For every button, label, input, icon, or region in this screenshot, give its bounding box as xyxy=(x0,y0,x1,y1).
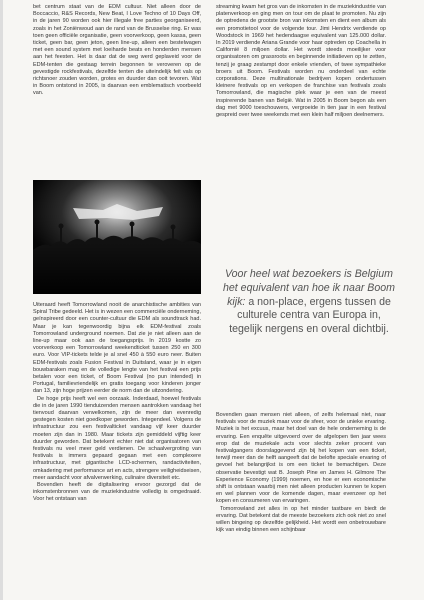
crowd-photo-image xyxy=(33,180,201,294)
paragraph: streaming kwam het gros van de inkomsten in de muziekindustrie van platenverkoop en ging men on tour om de plaat te promoten. Nu zijn de optredens de grootste bron van inkomsten en dient een album als een promotietool voor de volgende tour. Jimi Hendrix verdiende op Woodstock in 1969 het hedendaagse equivalent van 125.000 dollar. In 2019 verdiende Ariana Grande voor haar optreden op Coachella in Californië 8 miljoen dollar. Het wordt steeds moeilijker voor organisatoren om grassroots en beginnende initiatieven op te zetten, tenzij je graag zestampt door enkele vrienden, of twee sympathieke broers uit Boom. Festivals worden nu onderdeel van echte corporations. Deze multinationale bedrijven kopen ondertussen kleinere festivals op en verkopen de franchise van festivals zoals Tomorrowland, die magische plek waar je een van de meest inspirerende banen van België. Wat in 2005 in Boom begon als een dag met 9000 toeschouwers, vergroeide in tien jaar in een festival gespreid over twee weekends met een klein half miljoen deelnemers. xyxy=(216,4,386,119)
paragraph: Uiteraard heeft Tomorrowland nooit de anarchistische ambities van Spiral Tribe gedeeld. Het is in wezen een commerciële onderneming, geïnspireerd door een counter-cultuur die EDM als soundtrack had. Maar je kan tegenwoordig bijna elk EDM-festival zoals Tomorrowland underground noemen. Dat zie je niet alleen aan de line-up maar ook aan de toegangsprijs. In 2019 kostte zo voorverkoop een Tomorrowland weekendticket tussen 250 en 300 euro. Voor VIP-tickets telde je al snel 450 à 550 euro neer. Buiten EDM-festivals zoals Fusion Festival in Duitsland, waar je in eigen bouwbaraken mag en de volledige lengte van het festival een prijs betalen voor een ticket, of Boom Festival (no pun intended) in Portugal, familievriendelijk en gratis toegang voor kinderen jonger dan 13, zijn hoge prijzen eerder de norm dan de uitzondering. xyxy=(33,302,201,395)
paragraph: Tomorrowland zet alles in op het minder tastbare en biedt de ervaring. Dat betekent dat de meeste bezoekers zich ook niet zo snel willen bingeing op dezelfde gelijkheid. Het wordt een onbetrouwbare kijk van eindig binnen een schijnbaar xyxy=(216,505,386,534)
article-column-right-top xyxy=(216,4,386,234)
crowd-photo xyxy=(33,180,201,294)
paragraph: Bovendien heeft de digitalisering ervoor gezorgd dat de inkomstenbronnen van de muziekindustrie volledig is omgedraaid. Voor het ontstaan van xyxy=(33,482,201,503)
article-column-right-bottom xyxy=(216,412,386,600)
pull-quote xyxy=(220,268,398,337)
page-edge xyxy=(0,0,3,600)
paragraph: Bovendien gaan mensen niet alleen, of zelfs helemaal niet, naar festivals voor de muziek maar voor de sfeer, voor de unieke ervaring. Muziek is het excuus, maar het doel van de hele onderneming is de ervaring. Een enquête uitgevoerd over de afgelopen tien jaar wees erop dat de muziekale acts voor slechts zeker procent van festivalgangers doorslaggevend zijn bij het kopen van een ticket, terwijl meer dan de helft aangeeft dat de belofte speciale ervaring of gevoel het belangrijkst is om een ticket te bemachtigen. Deze observatie bevestigt wat B. Joseph Pine en James H. Gilmore The Experience Economy (1999) noemen, en hoe er een economische shift is ontstaan waarbij men niet alleen producten kunnen te kopen en wel plannen voor de komende dagen, maar evenzeer op het kopen en consumeren van ervaringen. xyxy=(216,412,386,505)
paragraph: bet centrum staat van de EDM cultuur. Niet alleen door de Boccaccio, R&S Records, New Beat, I Love Techno of 10 Days Off, in de jaren 90 worden ook hier illegale free parties georganiseerd, zoals in het Zoniënwoud aan de rand van de Brusselse ring. Er was toen geen officiële organisatie, geen voorverkoop, geen kassa, geen ticket, geen bar, geen jeton, geen line-up, alleen een bestelwagen met een sound system met loeiharde beats en honderden mensen aan het feesten. Het is daar dat de weg werd geplaveid voor de EDM-tenten die gestaag terrein begonnen te veroveren op de gevestigde rockfestivals, dezelfde tenten die uiteindelijk feit vals op richtsnoer zouden worden, grotes en duurder dan ooit tevoren. Wat in Boom ontstond in 2005, is daarvan een emblematisch voorbeeld van. xyxy=(33,4,201,97)
paragraph: De hoge prijs heeft wel een oorzaak. Inderdaad, hoewel festivals die in de jaren 1990 tienduizenden mensen aantrokken vandaag het tienvoud daarvan verwelkomen, zijn de meer dan evenredig gestegen kosten niet goedkoper geworden. Integendeel. Volgens de infrastructuur zou een festivalticket vandaag vijf keer duurder moeten zijn dan in 1980. Maar tickets zijn gemiddeld vijftig keer duurder geworden. Dat betekent echter niet dat organisatoren van festivals nu veel meer geld verdienen. De schaalvergroting van festivals is immers gepaard gegaan met een complexere infrastructuur, met gigantische LCD-schermen, randactiviteiten, omkadering met performance art en acts, strengere veiligheidseisen, meer aandacht voor afvalverwerking, culinaire diversiteit etc. xyxy=(33,395,201,481)
article-column-left-top xyxy=(33,4,201,176)
article-column-left-bottom xyxy=(33,302,201,600)
pull-quote-italic: Voor heel wat bezoekers is Belgium het equivalent van hoe ik naar Boom kijk: xyxy=(223,268,395,308)
pull-quote-upright: a non-place, ergens tussen de culturele centra van Europa in, tegelijk nergens en overal dichtbij. xyxy=(229,295,391,336)
